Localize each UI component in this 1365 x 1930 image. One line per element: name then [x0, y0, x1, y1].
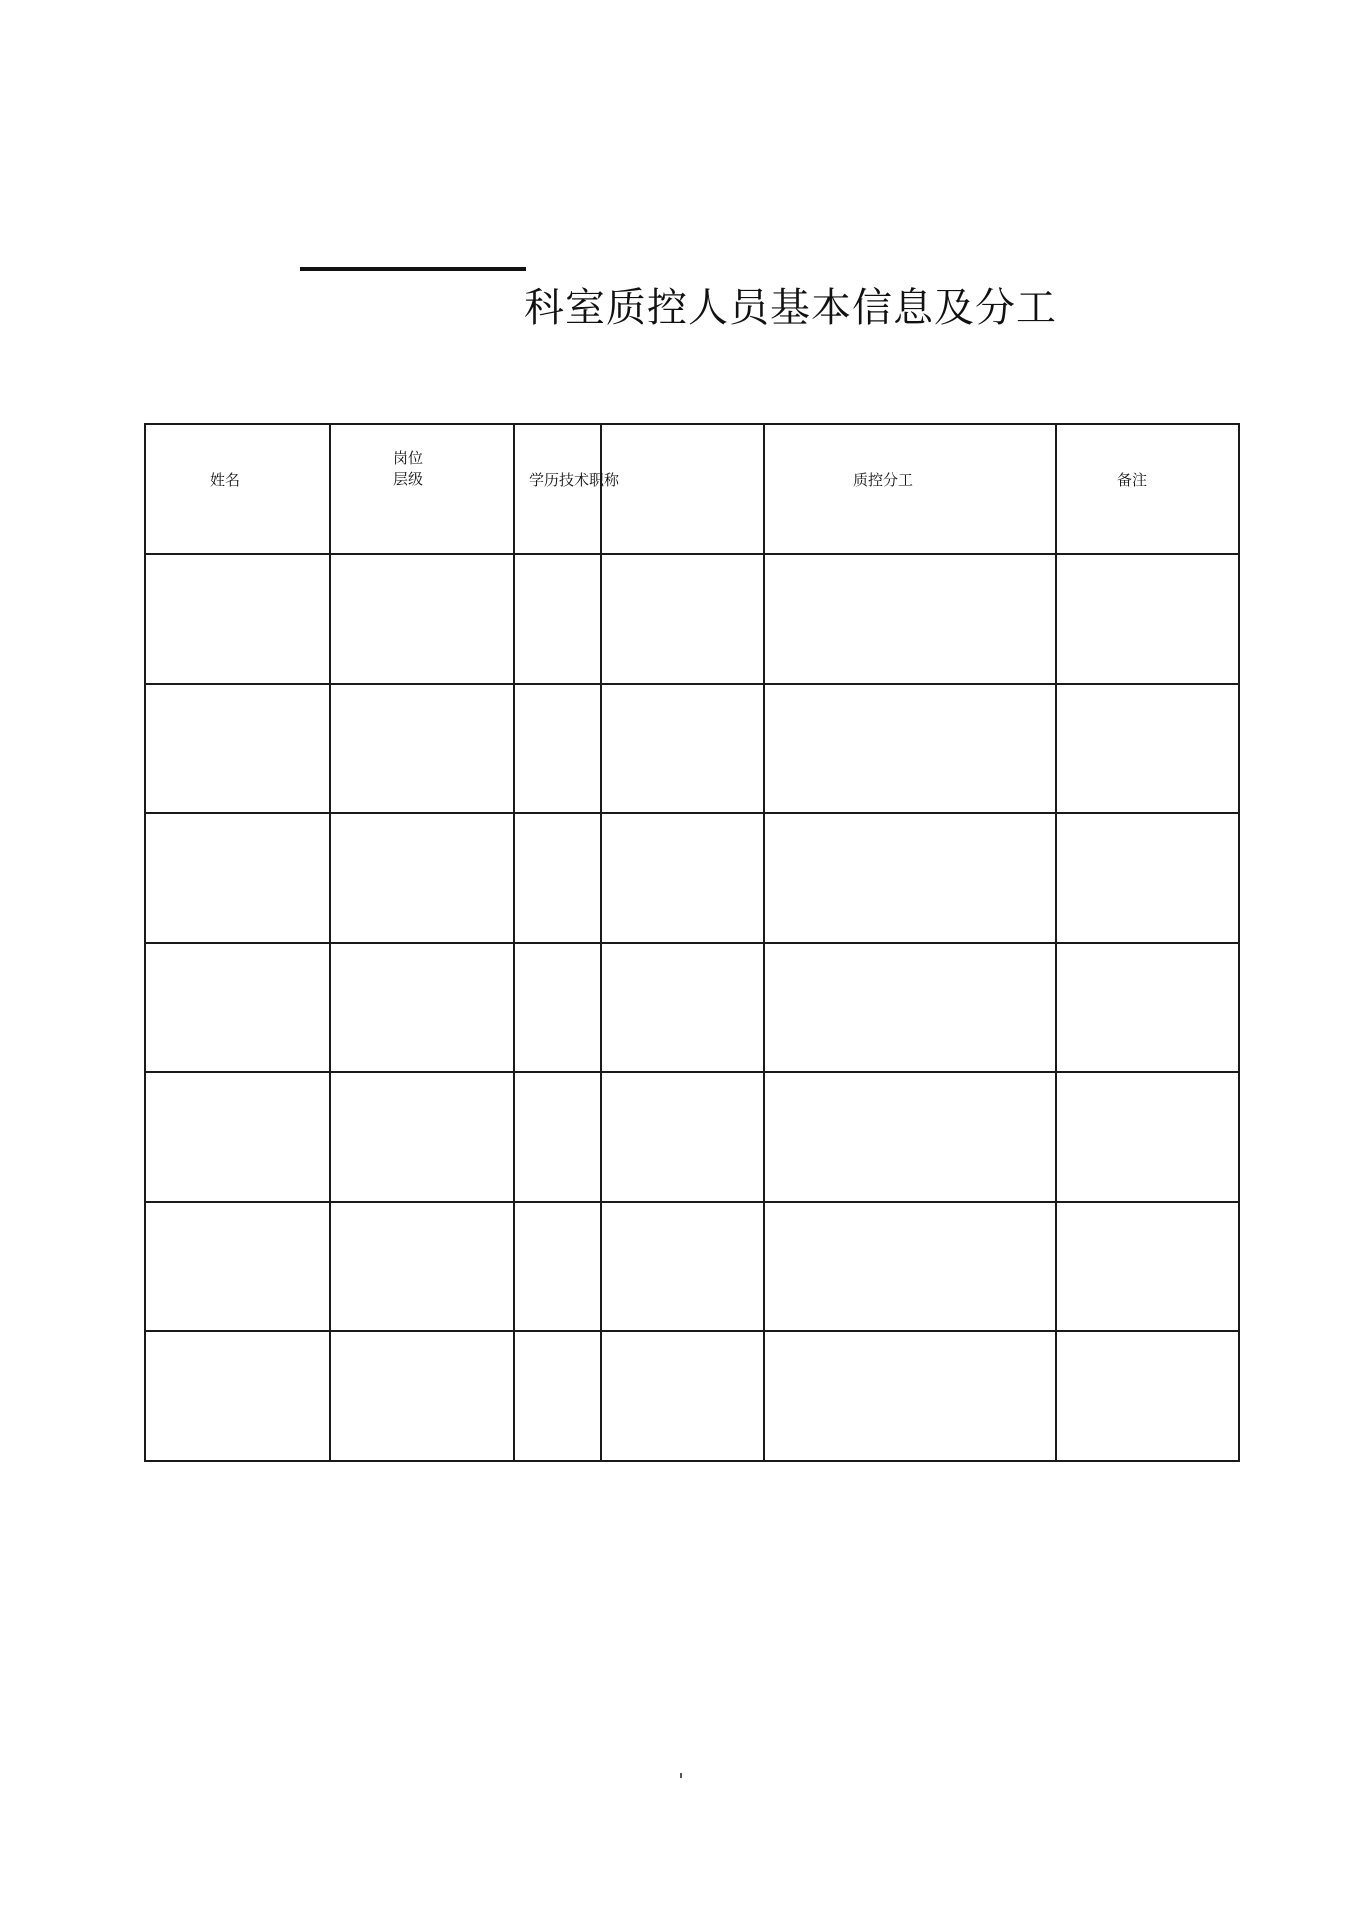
table-row [146, 685, 1238, 812]
cell-title[interactable] [602, 1332, 763, 1460]
cell-remarks[interactable] [1057, 1203, 1238, 1330]
cell-remarks[interactable] [1057, 1073, 1238, 1201]
cell-education[interactable] [515, 555, 600, 683]
cell-qc-assignment[interactable] [765, 685, 1055, 812]
header-education-title: 学历技术职称 [529, 471, 620, 489]
cell-qc-assignment[interactable] [765, 555, 1055, 683]
header-position-line1: 岗位 [393, 449, 424, 467]
header-remarks: 备注 [1117, 471, 1148, 489]
cell-title[interactable] [602, 1073, 763, 1201]
cell-remarks[interactable] [1057, 814, 1238, 942]
cell-title[interactable] [602, 555, 763, 683]
cell-position[interactable] [331, 1203, 513, 1330]
cell-name[interactable] [146, 1203, 329, 1330]
cell-education[interactable] [515, 1332, 600, 1460]
cell-position[interactable] [331, 944, 513, 1071]
cell-name[interactable] [146, 555, 329, 683]
cell-education[interactable] [515, 1073, 600, 1201]
table-row [146, 555, 1238, 683]
cell-title[interactable] [602, 944, 763, 1071]
cell-education[interactable] [515, 814, 600, 942]
department-blank-line [300, 267, 526, 271]
cell-qc-assignment[interactable] [765, 1203, 1055, 1330]
cell-qc-assignment[interactable] [765, 1073, 1055, 1201]
table-row [146, 1073, 1238, 1201]
table-row [146, 814, 1238, 942]
cell-remarks[interactable] [1057, 685, 1238, 812]
cell-position[interactable] [331, 1073, 513, 1201]
cell-title[interactable] [602, 1203, 763, 1330]
table-row [146, 1332, 1238, 1460]
page-mark [680, 1773, 682, 1778]
cell-name[interactable] [146, 944, 329, 1071]
cell-position[interactable] [331, 685, 513, 812]
cell-education[interactable] [515, 944, 600, 1071]
cell-remarks[interactable] [1057, 944, 1238, 1071]
cell-name[interactable] [146, 1332, 329, 1460]
cell-remarks[interactable] [1057, 555, 1238, 683]
cell-name[interactable] [146, 1073, 329, 1201]
header-position-line2: 层级 [393, 470, 424, 488]
page-title: 科室质控人员基本信息及分工 [524, 285, 1057, 331]
cell-position[interactable] [331, 1332, 513, 1460]
cell-title[interactable] [602, 685, 763, 812]
cell-education[interactable] [515, 1203, 600, 1330]
header-qc-assignment: 质控分工 [853, 471, 914, 489]
cell-remarks[interactable] [1057, 1332, 1238, 1460]
cell-name[interactable] [146, 814, 329, 942]
header-name: 姓名 [210, 471, 241, 489]
table-row [146, 1203, 1238, 1330]
cell-qc-assignment[interactable] [765, 814, 1055, 942]
table-row [146, 944, 1238, 1071]
cell-name[interactable] [146, 685, 329, 812]
cell-education[interactable] [515, 685, 600, 812]
cell-position[interactable] [331, 555, 513, 683]
qc-staff-table [144, 423, 1240, 1462]
cell-title[interactable] [602, 814, 763, 942]
cell-position[interactable] [331, 814, 513, 942]
cell-qc-assignment[interactable] [765, 944, 1055, 1071]
cell-qc-assignment[interactable] [765, 1332, 1055, 1460]
